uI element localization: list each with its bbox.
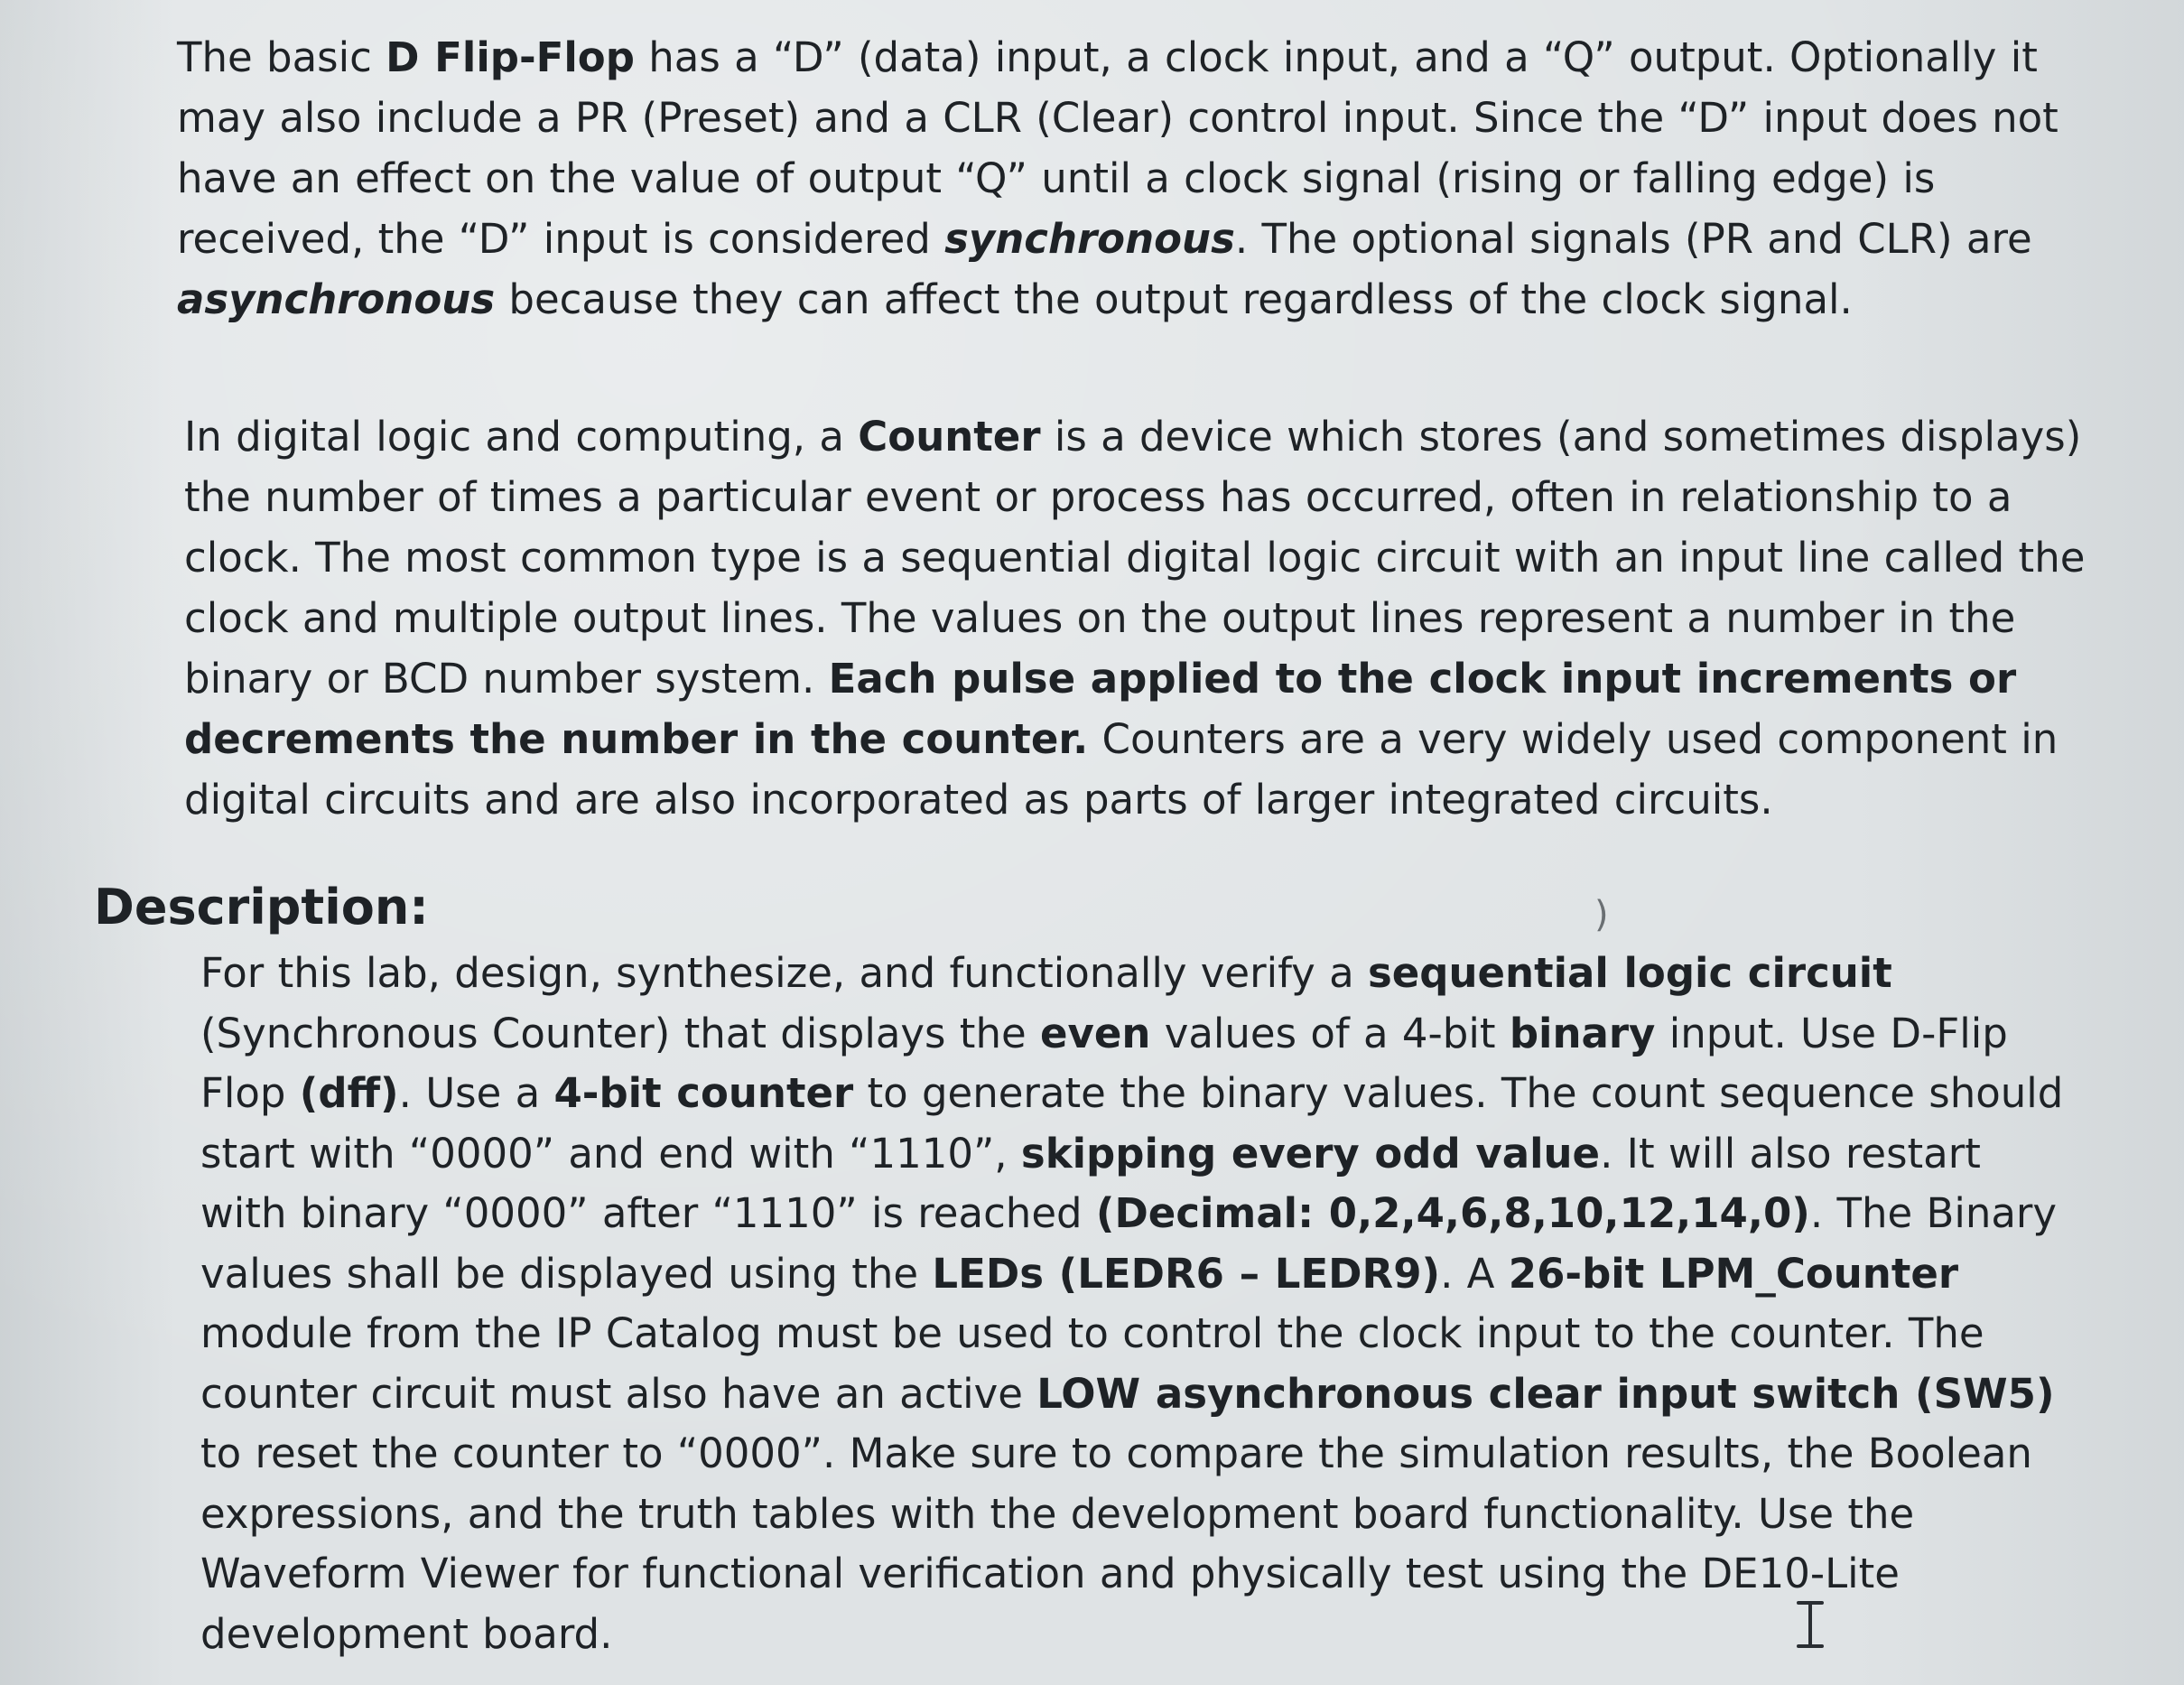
text-run: . Use a (398, 1069, 554, 1117)
bold-term: (Decimal: 0,2,4,6,8,10,12,14,0) (1095, 1189, 1810, 1237)
text-run: (Synchronous Counter) that displays the (200, 1009, 1040, 1057)
bold-term: sequential logic circuit (1367, 949, 1892, 997)
bold-term: binary (1509, 1009, 1656, 1057)
text-run: input. Use D-Flip Flop (200, 1009, 2008, 1117)
bold-term: LOW asynchronous clear input switch (SW5) (1036, 1369, 2055, 1418)
bold-term-counter: Counter (858, 413, 1041, 461)
text-run: . A (1440, 1249, 1509, 1298)
bold-term: 26-bit LPM_Counter (1508, 1249, 1959, 1298)
text-run: . It will also restart with binary “0000” after “1110” is reached (200, 1129, 1981, 1237)
text-run: values of a 4-bit (1150, 1009, 1510, 1057)
text-run: has a “D” (data) input, a clock input, and a “Q” output. Optionally it may also include a PR (Preset) and a CLR (Clear) control input. Since the “D” input does not have an effect on the value of output “Q” until a clock signal (rising or falling edge) is received, the “D” input is considered (177, 33, 2059, 263)
paragraph-description (200, 944, 2078, 1664)
bold-sentence-clock-pulse: Each pulse applied to the clock input increments or decrements the number in the counter. (184, 655, 2017, 763)
text-run: For this lab, design, synthesize, and functionally verify a (200, 949, 1368, 997)
bold-italic-term-synchronous: synchronous (944, 215, 1235, 263)
text-cursor-icon (1795, 1600, 1826, 1649)
bold-term: LEDs (LEDR6 – LEDR9) (932, 1249, 1441, 1298)
paragraph-counter (184, 406, 2107, 830)
bold-term: even (1039, 1009, 1151, 1057)
bold-term: skipping every odd value (1020, 1129, 1601, 1178)
text-run: is a device which stores (and sometimes displays) the number of times a particular event or process has occurred, often in relationship to a clock. The most common type is a sequential digital logic circuit with an input line called the clock and multiple output lines. The values on the output lines represent a number in the binary or BCD number system. (184, 413, 2086, 703)
text-run: In digital logic and computing, a (184, 413, 859, 461)
text-run: to reset the counter to “0000”. Make sure to compare the simulation results, the Boolean expressions, and the truth tables with the development board functionality. Use the Waveform Viewer for functional verification and physically test using the DE10-Lite development board. (200, 1429, 2032, 1658)
text-run: module from the IP Catalog must be used to control the clock input to the counter. The counter circuit must also have an active (200, 1309, 1984, 1418)
text-run: . The optional signals (PR and CLR) are (1234, 215, 2032, 263)
bold-italic-term-asynchronous: asynchronous (177, 275, 496, 323)
stray-mark: ) (1594, 894, 1609, 936)
bold-term: 4-bit counter (553, 1069, 854, 1117)
text-run: to generate the binary values. The count sequence should start with “0000” and end with “1110”, (200, 1069, 2064, 1178)
text-run: The basic (177, 33, 386, 81)
bold-term: (dff) (299, 1069, 399, 1117)
paragraph-d-flip-flop (177, 27, 2100, 330)
text-run: because they can affect the output regardless of the clock signal. (495, 275, 1853, 323)
section-heading-description: Description: (94, 879, 429, 936)
text-run: . The Binary values shall be displayed using the (200, 1189, 2058, 1298)
text-run: Counters are a very widely used component in digital circuits and are also incorporated as parts of larger integrated circuits. (184, 715, 2059, 824)
bold-term-d-flip-flop: D Flip-Flop (386, 33, 635, 81)
